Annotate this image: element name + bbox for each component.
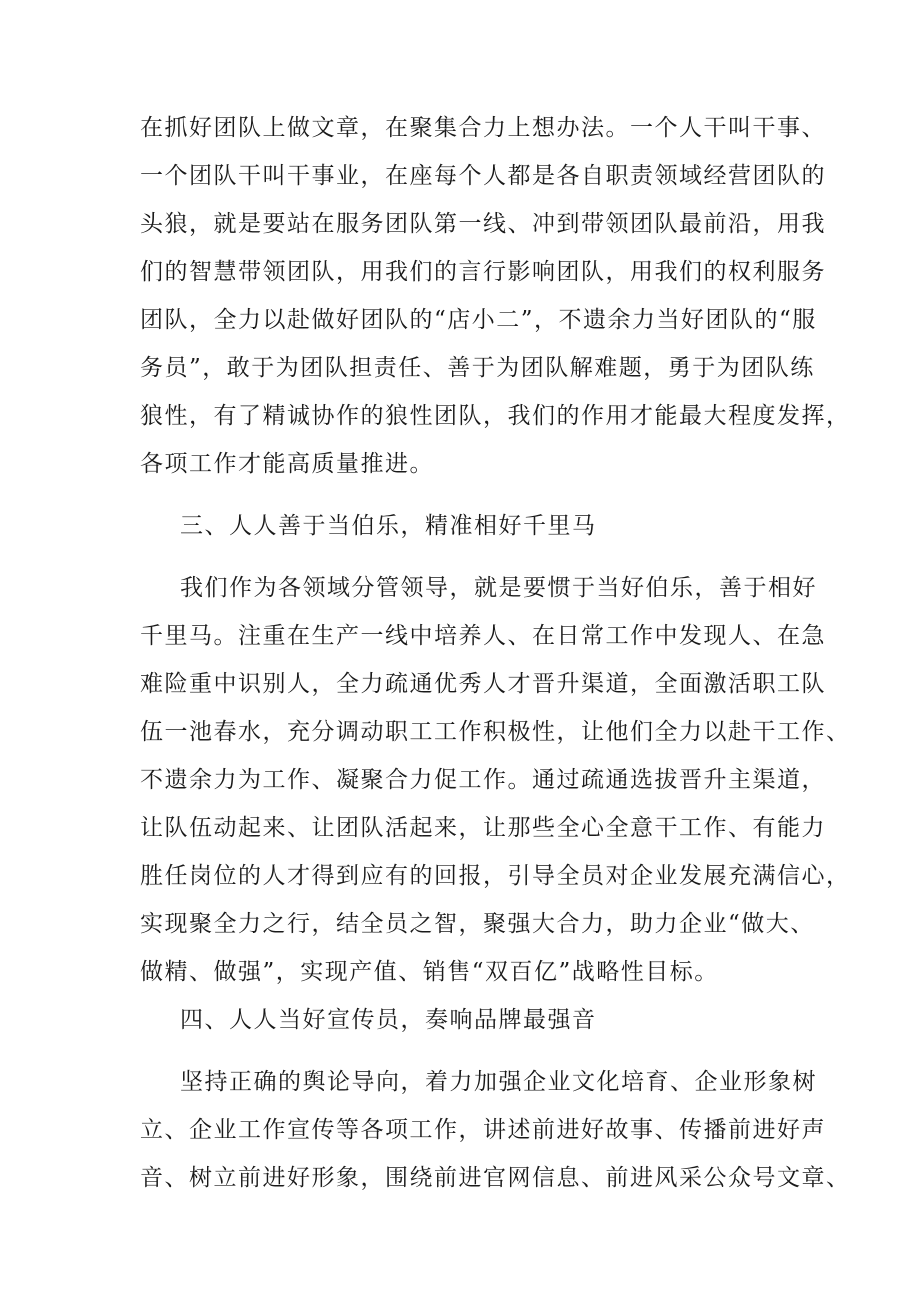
- text-line: 千里马。注重在生产一线中培养人、在日常工作中发现人、在急: [140, 623, 826, 649]
- paragraph-publicity: [140, 1058, 851, 1202]
- text-line: 实现聚全力之行，结全员之智，聚强大合力，助力企业“做大、: [140, 911, 815, 937]
- text-line: 做精、做强”，实现产值、销售“双百亿”战略性目标。: [140, 959, 719, 985]
- text-line: 务员”，敢于为团队担责任、善于为团队解难题，勇于为团队练: [140, 355, 815, 381]
- text-line: 我们作为各领域分管领导，就是要惯于当好伯乐，善于相好: [180, 575, 817, 601]
- text-line: 们的智慧带领团队，用我们的言行影响团队，用我们的权利服务: [140, 259, 826, 285]
- section-heading-4: 四、人人当好宣传员，奏响品牌最强音: [180, 1007, 597, 1033]
- text-line: 各项工作才能高质量推进。: [140, 451, 434, 477]
- text-line: 音、树立前进好形象，围绕前进官网信息、前进风采公众号文章、: [140, 1165, 851, 1191]
- document-body: [140, 104, 851, 1202]
- text-line: 一个团队干叫干事业，在座每个人都是各自职责领域经营团队的: [140, 163, 826, 189]
- text-line: 不遗余力为工作、凝聚合力促工作。通过疏通选拔晋升主渠道，: [140, 767, 826, 793]
- text-line: 头狼，就是要站在服务团队第一线、冲到带领团队最前沿，用我: [140, 211, 826, 237]
- text-line: 狼性，有了精诚协作的狼性团队，我们的作用才能最大程度发挥，: [140, 403, 851, 429]
- text-line: 在抓好团队上做文章，在聚集合力上想办法。一个人干叫干事、: [140, 115, 826, 141]
- text-line: 团队，全力以赴做好团队的“店小二”，不遗余力当好团队的“服: [140, 307, 817, 333]
- text-line: 伍一池春水，充分调动职工工作积极性，让他们全力以赴干工作、: [140, 719, 851, 745]
- text-line: 让队伍动起来、让团队活起来，让那些全心全意干工作、有能力: [140, 815, 826, 841]
- paragraph-talent: [140, 564, 851, 996]
- paragraph-team: [140, 104, 851, 488]
- section-heading-3: 三、人人善于当伯乐，精准相好千里马: [180, 513, 597, 539]
- text-line: 胜任岗位的人才得到应有的回报，引导全员对企业发展充满信心，: [140, 863, 851, 889]
- text-line: 坚持正确的舆论导向，着力加强企业文化培育、企业形象树: [180, 1069, 817, 1095]
- text-line: 立、企业工作宣传等各项工作，讲述前进好故事、传播前进好声: [140, 1117, 826, 1143]
- text-line: 难险重中识别人，全力疏通优秀人才晋升渠道，全面激活职工队: [140, 671, 826, 697]
